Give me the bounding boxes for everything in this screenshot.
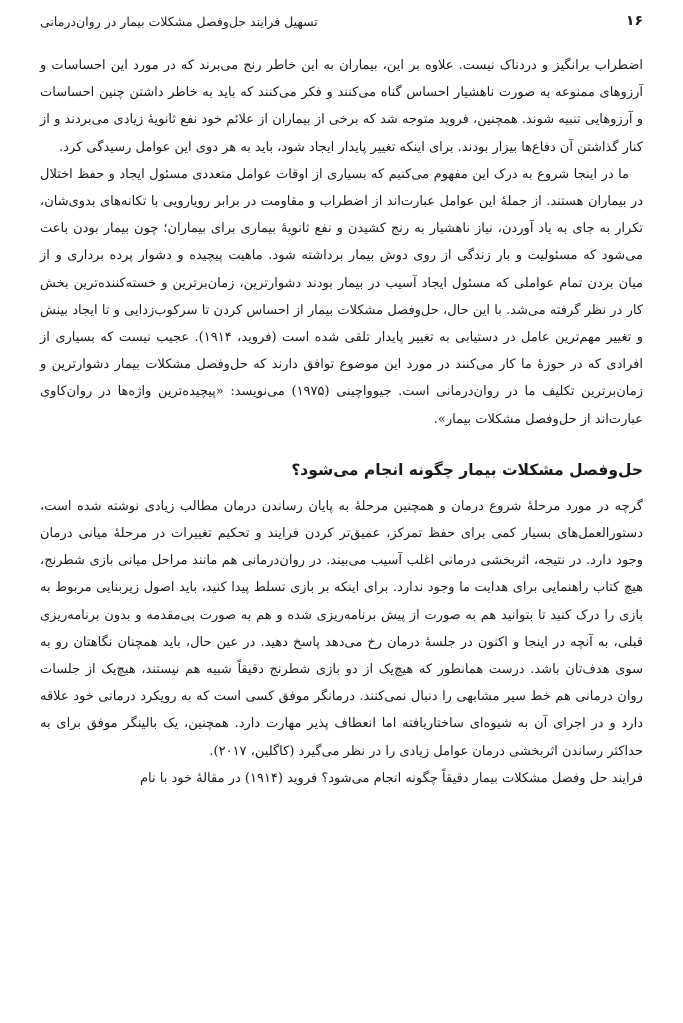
- page-body: [40, 52, 643, 792]
- running-title: تسهیل فرایند حل‌وفصل مشکلات بیمار در روان‌درمانی: [40, 13, 318, 29]
- page-header: [40, 10, 643, 32]
- paragraph-3: گرچه در مورد مرحلهٔ شروع درمان و همچنین مرحلهٔ به پایان رساندن درمان مطالب زیادی نوشته شده است، دستورالعمل‌های بسیار کمی برای حفظ تمرکز، عمیق‌تر کردن فرایند و تحکیم تغییرات در مرحلهٔ میانی درمان وجود دارد. در نتیجه، اثربخشی درمانی اغلب آسیب می‌بیند. در روان‌درمانی هم مانند مراحل میانی بازی شطرنج، هیچ کتاب راهنمایی برای هدایت ما وجود ندارد. برای اینکه بر بازی تسلط پیدا کنید، باید اصول زیربنایی مربوط به بازی را درک کنید تا بتوانید هم به صورت از پیش برنامه‌ریزی شده و هم به صورت بی‌مقدمه و بدون برنامه‌ریزی قبلی، به آنچه در اینجا و اکنون در جلسهٔ درمان رخ می‌دهد پاسخ دهید. در عین حال، باید همچنان نگاهتان رو به سوی هدف‌تان باشد. درست همانطور که هیچ‌یک از دو بازی شطرنج دقیقاً شبیه هم نیستند، هیچ‌یک از جلسات روان درمانی هم خط سیر مشابهی را دنبال نمی‌کنند. درمانگر موفق کسی است که به رویکرد درمانی خود علاقه دارد و در اجرای آن به شیوه‌ای ساختاریافته اما انعطاف پذیر مهارت دارد. همچنین، یک بالینگر موفق برای به حداکثر رساندن اثربخشی درمان عوامل زیادی را در نظر می‌گیرد (کاگلین، ۲۰۱۷).: [40, 498, 643, 759]
- paragraph-1: اضطراب برانگیز و دردناک نیست. علاوه بر این، بیماران به این خاطر رنج می‌برند که در مورد این احساسات و آرزوهای ممنوعه به صورت ناهشیار احساس گناه می‌کنند و فکر می‌کنند که باید به خاطر داشتن چنین احساسات و آرزوهایی تنبیه شوند. همچنین، فروید متوجه شد که برخی از بیماران از علائم خود نفع ثانویهٔ زیادی می‌بردند و از کنار گذاشتن آن دفاع‌ها بیزار بودند. برای اینکه تغییر پایدار ایجاد شود، باید به هر دوی این عوامل رسیدگی کرد.: [40, 58, 643, 155]
- page-number: ۱۶: [625, 13, 643, 29]
- paragraph-4: فرایند حل وفصل مشکلات بیمار دقیقاً چگونه انجام می‌شود؟ فروید (۱۹۱۴) در مقالهٔ خود با نام: [139, 770, 643, 786]
- paragraph-2: ما در اینجا شروع به درک این مفهوم می‌کنیم که بسیاری از اوقات عوامل متعددی مسئول ایجاد و حفظ اختلال در بیماران هستند. از جملهٔ این عوامل عبارت‌اند از اضطراب و مقاومت در برابر رویارویی با تکانه‌های بدوی‌شان، تکرار به جای به یاد آوردن، نیاز ناهشیار به رنج کشیدن و نفع ثانویهٔ بیماری برای بیماران؛ چون بیمار بودن باعث می‌شود که مسئولیت و بار زندگی از روی دوش بیمار برداشته شود. ماهیت پیچیده و دشوار پرده برداری و از میان بردن تمام عواملی که مسئول ایجاد آسیب در بیمار بودند دشوارترین، زمان‌برترین و خسته‌کننده‌ترین بخش کار در نظر گرفته می‌شد. با این حال، حل‌وفصل مشکلات بیمار از احساس کردن تا سرکوب‌زدایی و تا ایجاد بینش و تغییر مهم‌ترین عامل در دستیابی به تغییر پایدار تلقی شده است (فروید، ۱۹۱۴). عجیب نیست که بسیاری از افرادی که در حوزهٔ ما کار می‌کنند در مورد این موضوع توافق دارند که حل‌وفصل مشکلات بیمار دشوارترین و زمان‌برترین تکلیف ما در روان‌درمانی است. جیوواچینی (۱۹۷۵) می‌نویسد: «پیچیده‌ترین واژه‌ها در روان‌کاوی عبارت‌اند از حل‌وفصل مشکلات بیمار».: [40, 166, 643, 427]
- section-heading: حل‌وفصل مشکلات بیمار چگونه انجام می‌شود؟: [291, 460, 643, 479]
